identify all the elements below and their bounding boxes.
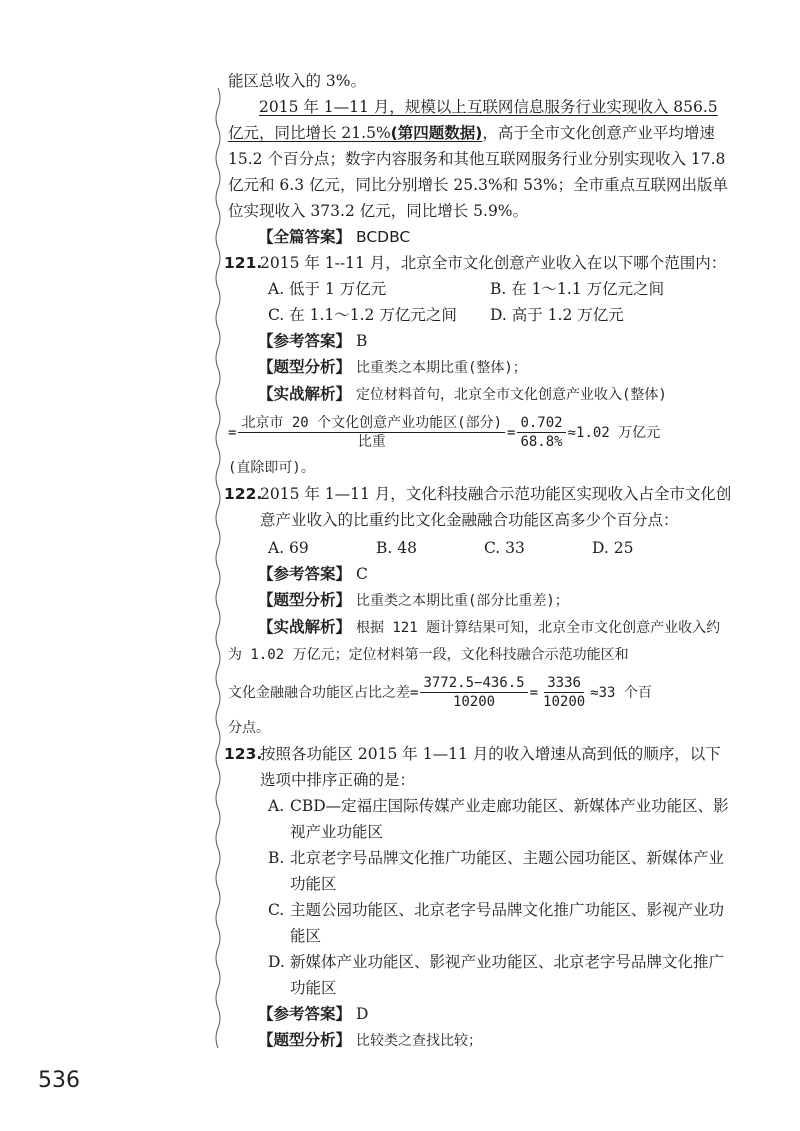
reference-answer-tag: 【参考答案】 xyxy=(258,332,352,350)
option-d: D. 高于 1.2 万亿元 xyxy=(490,306,624,324)
page-number: 536 xyxy=(38,1068,80,1093)
equation-result: ≈1.02 万亿元 xyxy=(567,424,661,441)
solution-paragraph xyxy=(228,614,733,668)
fraction-denominator: 68.8% xyxy=(520,434,563,450)
reference-answer-tag: 【参考答案】 xyxy=(258,565,352,583)
equation-122 xyxy=(228,674,733,711)
solution-text: 定位材料首句，北京全市文化创意产业收入(整体) xyxy=(355,387,667,403)
solution-note: (直除即可)。 xyxy=(228,460,315,476)
option-c: C. 33 xyxy=(484,539,525,557)
equation-121 xyxy=(228,414,733,451)
type-analysis-line xyxy=(258,354,733,381)
solution-tag: 【实战解析】 xyxy=(258,618,352,636)
question-122 xyxy=(224,481,733,533)
underlined-statement: 2015 年 1—11 月，规模以上互联网信息服务行业实现收入 856.5 亿元，同比增长 21.5% xyxy=(228,98,718,142)
solution-text: 根据 121 题计算结果可知，北京全市文化创意产业收入约为 1.02 万亿元；定位材料第一段，文化科技融合示范功能区和 xyxy=(228,620,721,663)
option-label: C. xyxy=(268,901,285,919)
reference-answer-line xyxy=(258,1001,733,1027)
option-d: D. 25 xyxy=(592,539,634,557)
option-text: 主题公园功能区、北京老字号品牌文化推广功能区、影视产业功能区 xyxy=(290,901,725,945)
option-a xyxy=(228,793,733,845)
option-text: 新媒体产业功能区、影视产业功能区、北京老字号品牌文化推广功能区 xyxy=(290,953,725,997)
fraction-1 xyxy=(238,414,505,451)
reference-answer-tag: 【参考答案】 xyxy=(258,1005,352,1023)
fraction-numerator: 0.702 xyxy=(517,414,565,433)
question-121 xyxy=(224,250,733,276)
type-analysis-tag: 【题型分析】 xyxy=(258,591,352,609)
question-number: 121. xyxy=(224,254,263,272)
reference-answer-line xyxy=(258,328,733,354)
intro-paragraph-rest: ，高于全市文化创意产业平均增速 15.2 个百分点；数字内容服务和其他互联网服务行业分别实现收入 17.8 亿元和 6.3 亿元，同比分别增长 25.3%和 53%；全市重点互联网出版单位实现收入 373.2 亿元，同比增长 5.9%。 xyxy=(228,124,729,220)
type-analysis-text: 比重类之本期比重(整体)； xyxy=(355,360,527,376)
fraction-2 xyxy=(517,414,565,451)
equals-sign: = xyxy=(228,424,237,441)
type-analysis-line xyxy=(258,587,733,614)
type-analysis-tag: 【题型分析】 xyxy=(258,358,352,376)
intro-line: 能区总收入的 3%。 xyxy=(228,72,367,90)
equation-result: ≈33 个百 xyxy=(590,684,652,701)
fraction-2 xyxy=(540,674,588,711)
question-number: 123. xyxy=(224,745,263,763)
question-text: 按照各功能区 2015 年 1—11 月的收入增速从高到低的顺序，以下选项中排序正确的是： xyxy=(260,745,721,789)
option-label: D. xyxy=(268,953,285,971)
page-content xyxy=(224,68,733,1054)
option-label: A. xyxy=(268,797,285,815)
fraction-denominator: 10200 xyxy=(543,694,586,710)
option-b: B. 48 xyxy=(376,539,417,557)
option-label: B. xyxy=(268,849,285,867)
equals-sign: = xyxy=(507,424,516,441)
fraction-numerator: 3336 xyxy=(544,674,584,693)
question-text: 2015 年 1--11 月，北京全市文化创意产业收入在以下哪个范围内： xyxy=(260,254,727,272)
type-analysis-text: 比重类之本期比重(部分比重差)； xyxy=(355,593,569,609)
question-123 xyxy=(224,741,733,793)
solution-tag: 【实战解析】 xyxy=(258,385,352,403)
reference-answer-value: B xyxy=(355,332,368,350)
solution-line xyxy=(258,381,733,408)
intro-paragraph xyxy=(228,94,733,224)
option-a: A. 69 xyxy=(268,539,309,557)
reference-answer-value: C xyxy=(355,565,368,583)
type-analysis-tag: 【题型分析】 xyxy=(258,1031,352,1049)
options-row-2 xyxy=(268,302,733,328)
fraction-numerator: 3772.5−436.5 xyxy=(420,674,527,693)
options-row-1 xyxy=(268,276,733,302)
option-c xyxy=(228,897,733,949)
equals-sign: = xyxy=(529,684,539,701)
fraction-denominator: 10200 xyxy=(452,694,496,710)
fraction-numerator: 北京市 20 个文化创意产业功能区(部分) xyxy=(238,414,505,433)
option-b xyxy=(228,845,733,897)
type-analysis-text: 比较类之查找比较； xyxy=(355,1033,482,1049)
option-b: B. 在 1～1.1 万亿元之间 xyxy=(490,280,665,298)
option-text: 北京老字号品牌文化推广功能区、主题公园功能区、新媒体产业功能区 xyxy=(290,849,725,893)
option-text: CBD—定福庄国际传媒产业走廊功能区、新媒体产业功能区、影视产业功能区 xyxy=(290,797,729,841)
question-number: 122. xyxy=(224,485,263,503)
reference-answer-value: D xyxy=(355,1005,369,1023)
data-note: (第四题数据) xyxy=(390,124,483,142)
margin-wavy-line xyxy=(213,88,223,1058)
option-c: C. 在 1.1～1.2 万亿元之间 xyxy=(268,306,457,324)
full-answer-value: BCDBC xyxy=(355,228,411,246)
full-answer-line xyxy=(258,224,733,250)
type-analysis-line xyxy=(258,1027,733,1054)
solution-tail: 分点。 xyxy=(228,720,270,736)
full-answer-tag: 【全篇答案】 xyxy=(258,228,352,246)
option-a: A. 低于 1 万亿元 xyxy=(268,280,387,298)
fraction-1 xyxy=(420,674,527,711)
fraction-denominator: 比重 xyxy=(357,434,386,450)
question-text: 2015 年 1—11 月，文化科技融合示范功能区实现收入占全市文化创意产业收入的比重约比文化金融融合功能区高多少个百分点： xyxy=(260,485,732,529)
reference-answer-line xyxy=(258,561,733,587)
option-d xyxy=(228,949,733,1001)
options-row xyxy=(268,535,733,561)
equation-lead: 文化金融融合功能区占比之差= xyxy=(228,684,419,701)
